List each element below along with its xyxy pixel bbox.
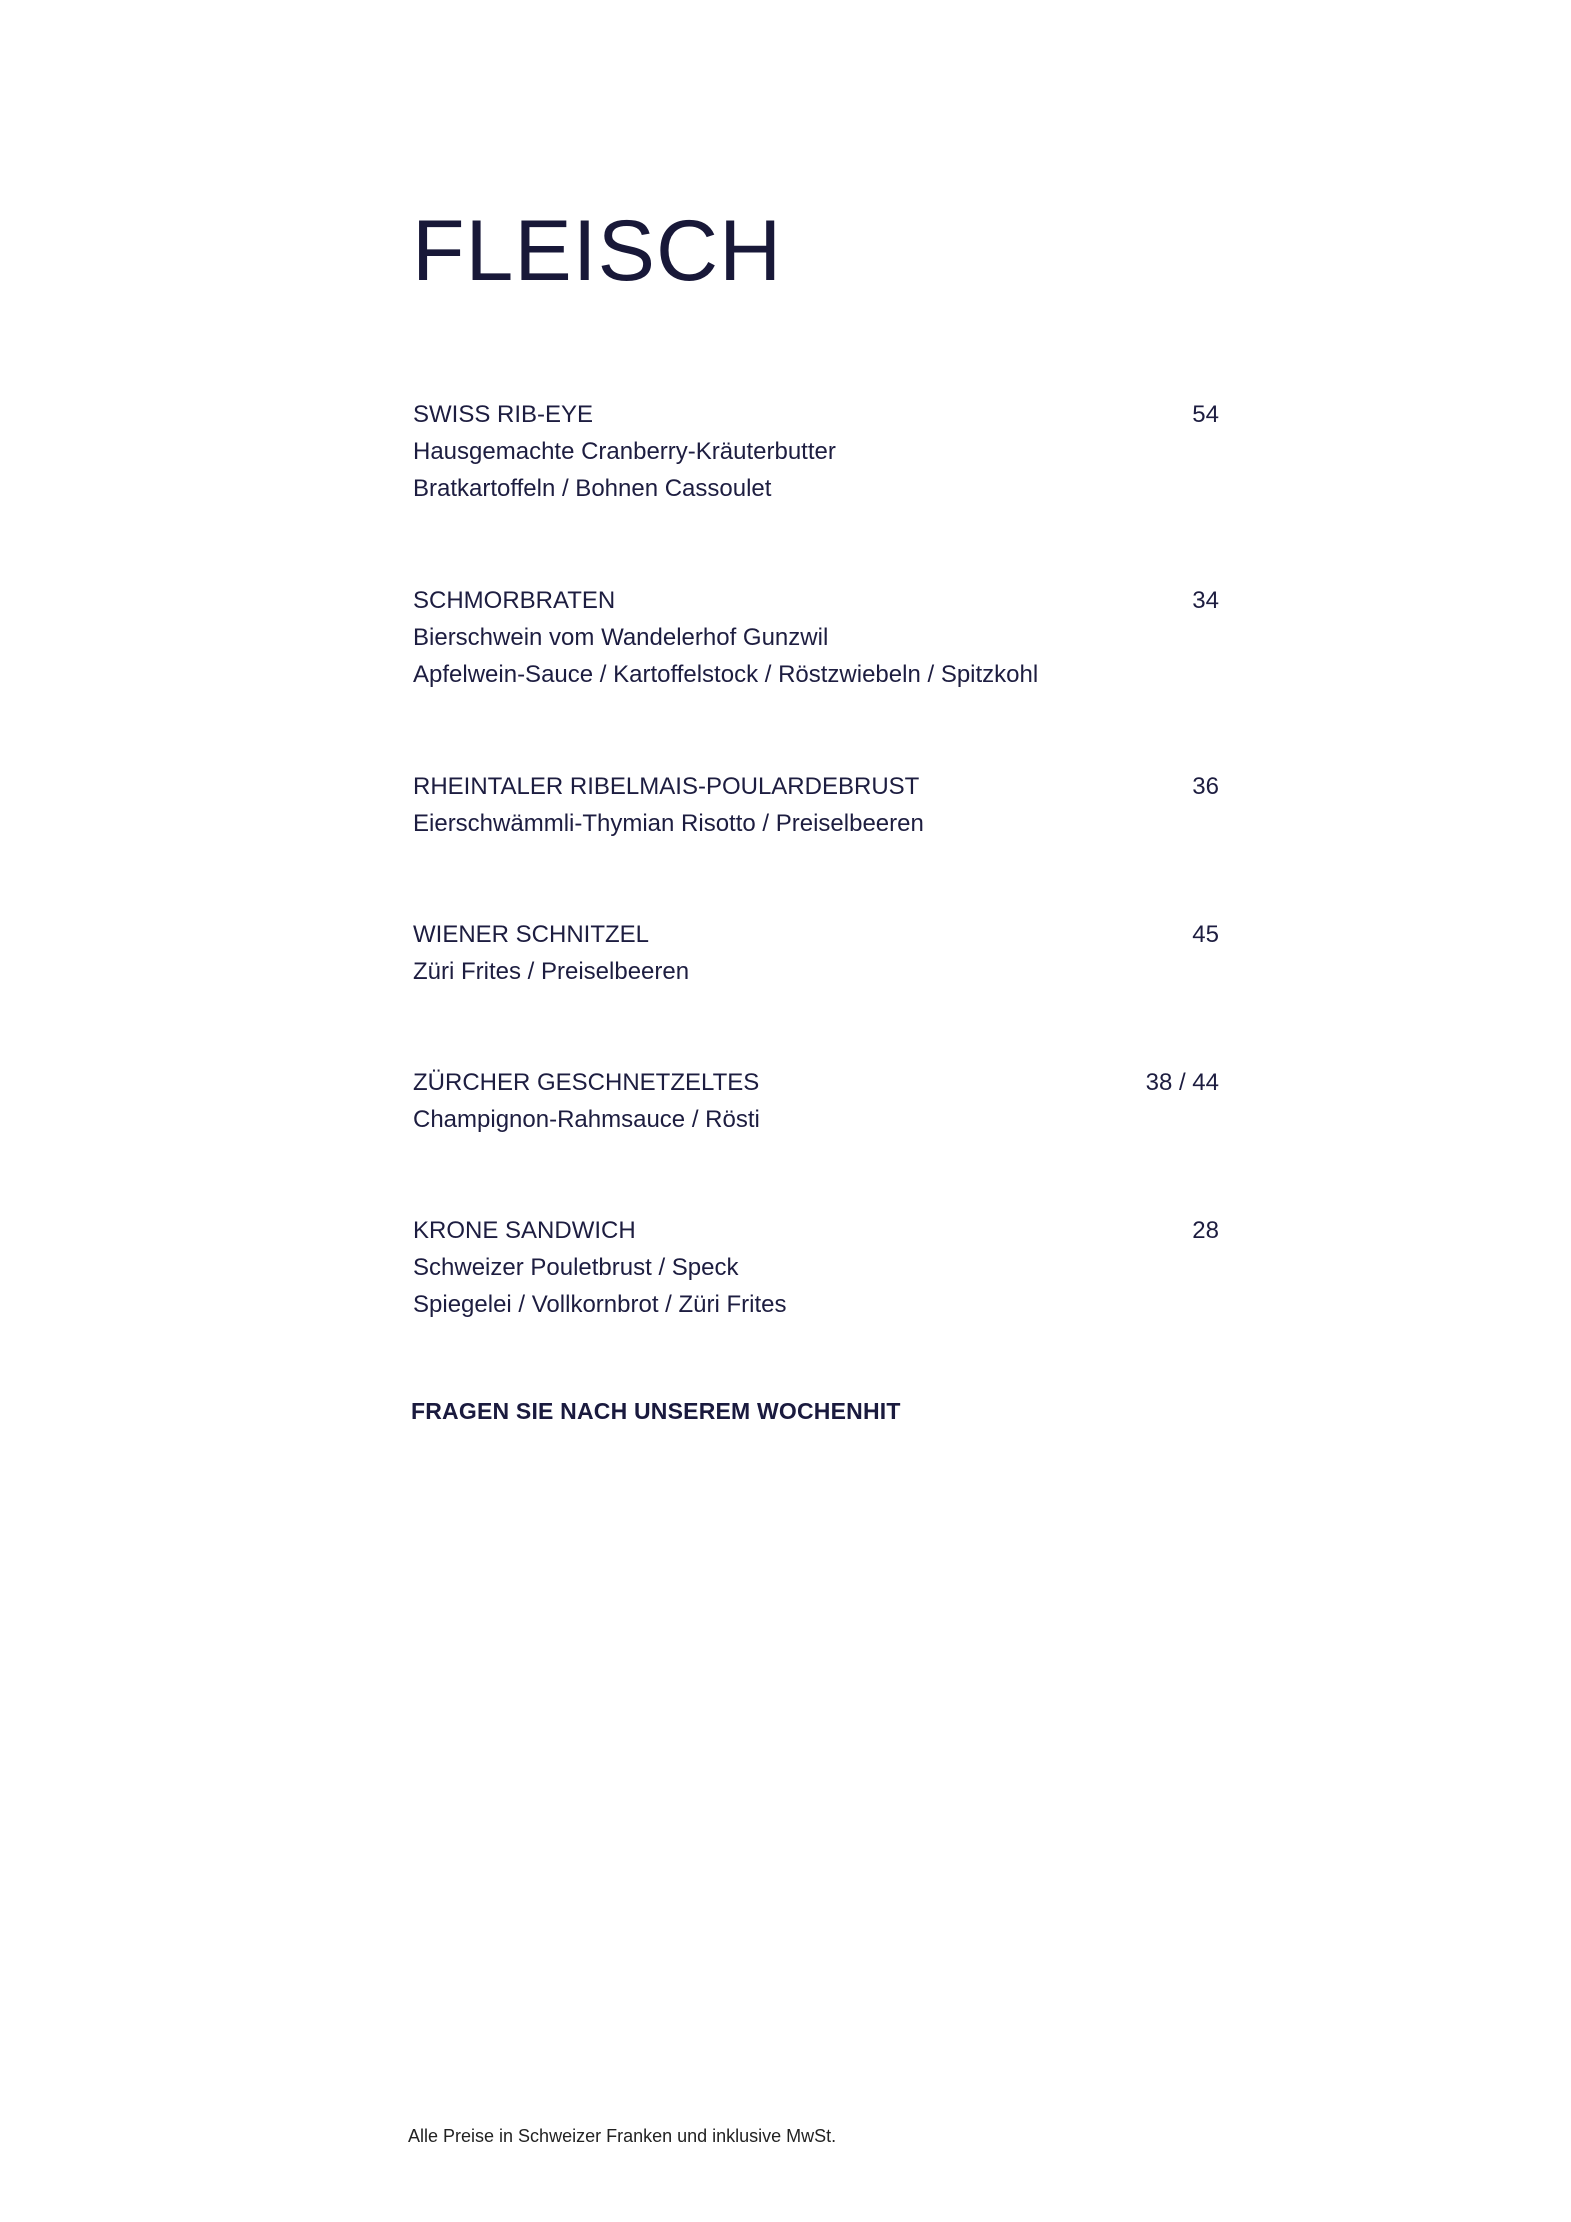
menu-item xyxy=(413,768,1219,842)
menu-item-description: Schweizer Pouletbrust / Speck xyxy=(413,1254,739,1281)
menu-item-description: Eierschwämmli-Thymian Risotto / Preiselbeeren xyxy=(413,810,924,837)
menu-item-price: 34 xyxy=(1192,587,1219,614)
menu-item xyxy=(413,916,1219,990)
menu-item-price: 28 xyxy=(1192,1217,1219,1244)
menu-item-price: 54 xyxy=(1192,401,1219,428)
menu-item-name: WIENER SCHNITZEL xyxy=(413,921,650,948)
menu-item-description: Bratkartoffeln / Bohnen Cassoulet xyxy=(413,475,772,502)
menu-item xyxy=(413,1212,1219,1323)
menu-item-description: Champignon-Rahmsauce / Rösti xyxy=(413,1106,760,1133)
menu-item-description: Apfelwein-Sauce / Kartoffelstock / Röstzwiebeln / Spitzkohl xyxy=(413,661,1039,688)
menu-item-name: ZÜRCHER GESCHNETZELTES xyxy=(413,1069,760,1096)
menu-item-name: SCHMORBRATEN xyxy=(413,587,616,614)
menu-item xyxy=(413,1064,1219,1138)
menu-item-name: SWISS RIB-EYE xyxy=(413,401,594,428)
menu-item xyxy=(413,396,1219,507)
price-footnote: Alle Preise in Schweizer Franken und inklusive MwSt. xyxy=(408,2126,837,2146)
menu-item xyxy=(413,582,1219,693)
menu-item-description: Hausgemachte Cranberry-Kräuterbutter xyxy=(413,438,836,465)
menu-item-price: 45 xyxy=(1192,921,1219,948)
menu-item-price: 38 / 44 xyxy=(1145,1069,1219,1096)
menu-item-price: 36 xyxy=(1192,773,1219,800)
menu-item-name: RHEINTALER RIBELMAIS-POULARDEBRUST xyxy=(413,773,920,800)
menu-item-description: Spiegelei / Vollkornbrot / Züri Frites xyxy=(413,1291,787,1318)
weekly-special-note: FRAGEN SIE NACH UNSEREM WOCHENHIT xyxy=(411,1398,901,1424)
menu-item-description: Bierschwein vom Wandelerhof Gunzwil xyxy=(413,624,829,651)
page-title: FLEISCH xyxy=(412,203,783,299)
menu-item-description: Züri Frites / Preiselbeeren xyxy=(413,958,690,985)
menu-item-name: KRONE SANDWICH xyxy=(413,1217,636,1244)
